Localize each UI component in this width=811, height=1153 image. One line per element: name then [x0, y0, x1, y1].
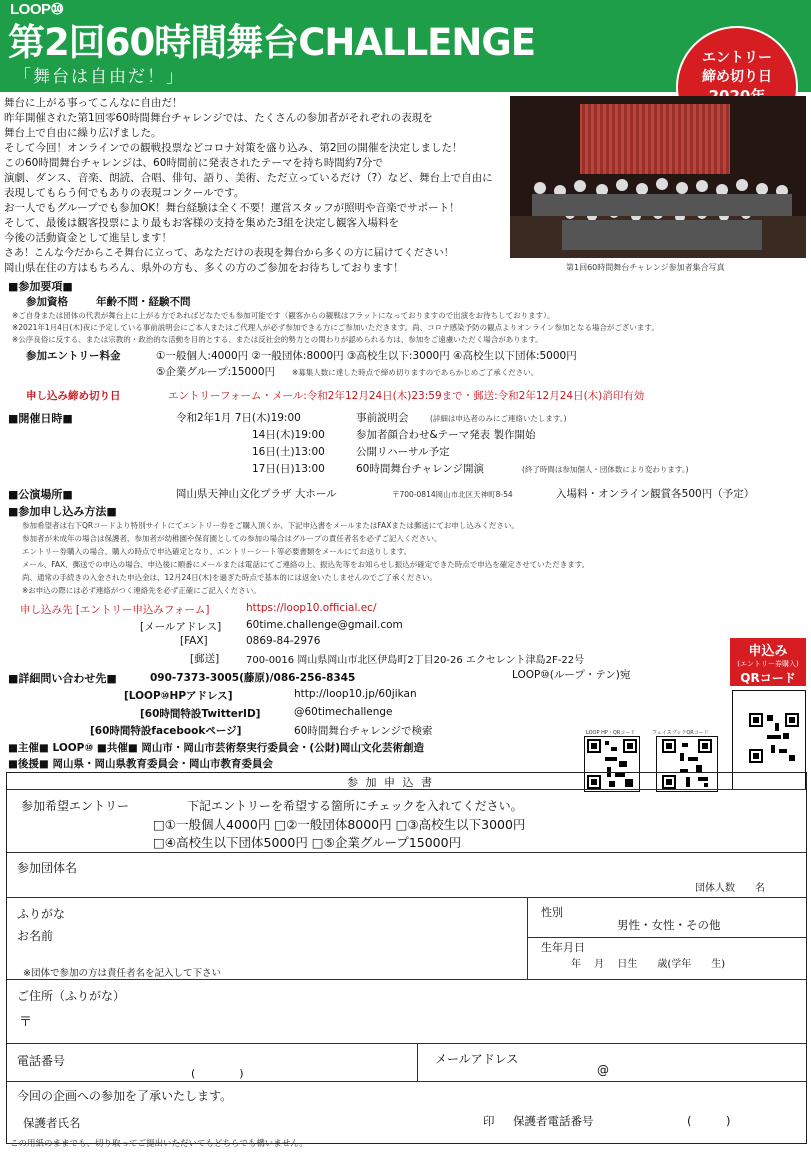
contact-label: 申し込み先 [エントリー申込みフォーム]: [20, 604, 210, 616]
schedule-note: (終了時間は参加個人・団体数により変わります。): [522, 465, 689, 474]
phone-label: 電話番号: [17, 1054, 66, 1068]
form-title: 参 加 申 込 書: [347, 776, 434, 789]
group-count-label: 団体人数 名: [695, 883, 765, 894]
contact-address: 700-0016 岡山県岡山市北区伊島町2丁目20-26 エクセレント津島2F-22号: [246, 655, 585, 666]
badge-line: エントリー: [702, 50, 772, 66]
schedule-event: 参加者顔合わせ&テーマ発表 製作開始: [356, 429, 536, 441]
qr-badge-main: QRコード: [740, 671, 796, 685]
contact-label: [郵送]: [190, 653, 220, 665]
catch-copy: 「舞台は自由だ！」: [14, 67, 185, 87]
schedule-date: 令和2年1月 7日(木)19:00: [176, 412, 301, 424]
schedule-note: (詳細は申込者のみにご連絡いたします。): [430, 414, 567, 423]
fee-line: ①一般個人:4000円 ②一般団体:8000円 ③高校生以下:3000円 ④高校生以下団体:5000円: [156, 350, 577, 362]
application-form: [6, 772, 807, 1144]
intro-text: 今後の活動資金として進呈します！: [4, 232, 172, 244]
intro-text: そして今回！オンラインでの観戦投票などコロナ対策を盛り込み、第2回の開催を決定しました！: [4, 142, 463, 154]
venue-fee: 入場料・オンライン観賞各500円（予定）: [556, 488, 755, 500]
fee-line: ⑤企業グループ:15000円: [156, 366, 276, 378]
inquiry-label: [60時間特設facebookページ]: [90, 725, 242, 737]
inquiry-label: [LOOP⑩HPアドレス]: [124, 690, 233, 702]
apply-note: 参加希望者は右下QRコードより特別サイトにてエントリー券をご購入頂くか、下記申込書をメールまたはFAXまたは郵送にてお申し込みください。: [22, 521, 519, 530]
apply-note: エントリー券購入の場合、購入の時点で申込確定となり、エントリーシート等必要書類をメールにてお送りします。: [22, 547, 412, 556]
fee-label: 参加エントリー料金: [26, 350, 121, 362]
qr-caption: LOOP HP・QRコード: [586, 730, 636, 736]
schedule-heading: ■開催日時■: [8, 412, 73, 425]
intro-text: 演劇、ダンス、音楽、朗読、合唱、俳句、語り、美術、ただ立っているだけ（?）など、舞台上で自由に: [4, 172, 493, 184]
facebook-page: 60時間舞台チャレンジで検索: [294, 725, 433, 737]
entry-form-link[interactable]: https://loop10.official.ec/: [246, 602, 377, 614]
qr-badge-title: 申込み: [748, 644, 788, 659]
schedule-event: 公開リハーサル予定: [356, 446, 450, 458]
hp-link[interactable]: http://loop10.jp/60jikan: [294, 688, 417, 700]
address-label: ご住所（ふりがな）: [17, 989, 126, 1003]
qr-caption: フェイスブックQRコード: [652, 730, 709, 736]
intro-text: この60時間舞台チャレンジは、60時間前に発表されたテーマを持ち時間約7分で: [4, 157, 384, 169]
schedule-date: 14日(木)19:00: [252, 429, 325, 441]
contact-email[interactable]: 60time.challenge@gmail.com: [246, 619, 403, 631]
form-footer: この用紙のままでも、切り取ってご提出いただいてもどちらでも構いません。: [10, 1139, 308, 1149]
birthdate-format: 年 月 日生 歳(学年 生): [571, 959, 726, 970]
contact-label: [FAX]: [180, 635, 208, 647]
seal-mark: 印: [483, 1114, 495, 1128]
inquiry-label: [60時間特設TwitterID]: [140, 708, 261, 720]
postal-mark: 〒: [19, 1015, 33, 1030]
intro-text: さあ！こんな今だからこそ舞台に立って、あなただけの表現を舞台から多くの方に届けてください！: [4, 248, 454, 259]
guardian-name-label: 保護者氏名: [23, 1116, 81, 1130]
name-note: ※団体で参加の方は責任者名を記入して下さい: [23, 968, 221, 979]
requirements-note: ※2021年1月4日(木)夜に予定している事前説明会にご本人またはご代理人が必ず参加できる方にご参加いただきます。尚、コロナ感染予防の観点よりオンライン参加となる場合がございます。: [12, 323, 659, 332]
email-label: メールアドレス: [435, 1052, 519, 1066]
inquiry-phone: 090-7373-3005(藤原)/086-256-8345: [150, 672, 356, 684]
intro-text: そして、最後は観客投票により最もお客様の支持を集めた3組を決定し観客入場料を: [4, 217, 399, 229]
entry-instruction: 下記エントリーを希望する箇所にチェックを入れてください。: [187, 799, 523, 813]
consent-text: 今回の企画への参加を了承いたします。: [17, 1089, 233, 1103]
qr-badge: [730, 638, 806, 686]
intro-text: 舞台に上がる事ってこんなに自由だ！: [4, 97, 183, 109]
brand-logo: LOOP⑩: [10, 1, 64, 18]
intro-text: 表現してもらう何でもありの表現コンクールです。: [4, 187, 245, 199]
guardian-phone-format: ( ): [687, 1114, 731, 1128]
birthdate-label: 生年月日: [541, 941, 585, 954]
deadline-value: エントリーフォーム・メール:令和2年12月24日(木)23:59まで・郵送:令和2年12月24日(木)消印有効: [168, 390, 645, 402]
entry-label: 参加希望エントリー: [21, 799, 130, 813]
schedule-event: 事前説明会: [356, 412, 409, 424]
schedule-event: 60時間舞台チャレンジ開演: [356, 463, 485, 475]
intro-text: 昨年開催された第1回零60時間舞台チャレンジでは、たくさんの参加者がそれぞれの表現を: [4, 112, 433, 124]
venue-address: 〒700-0814岡山市北区天神町8-54: [392, 490, 513, 499]
qualification-label: 参加資格: [26, 296, 68, 308]
intro-text: 舞台上で自由に繰り広げました。: [4, 127, 162, 139]
guardian-phone-label: 保護者電話番号: [513, 1114, 594, 1128]
schedule-date: 16日(土)13:00: [252, 446, 325, 458]
deadline-label: 申し込み締め切り日: [26, 390, 121, 402]
postal-to: LOOP⑩(ループ・テン)宛: [512, 669, 631, 681]
intro-text: 岡山県在住の方はもちろん、県外の方も、多くの方のご参加をお待ちしております！: [4, 262, 404, 274]
qr-badge-sub: (エントリー券購入): [737, 660, 799, 668]
entry-checkboxes[interactable]: □①一般個人4000円 □②一般団体8000円 □③高校生以下3000円: [153, 817, 526, 832]
email-at: @: [597, 1063, 609, 1077]
gender-options[interactable]: 男性・女性・その他: [617, 918, 721, 932]
venue-name: 岡山県天神山文化プラザ 大ホール: [176, 488, 337, 500]
page-title: 第2回60時間舞台CHALLENGE: [8, 21, 536, 64]
name-label: お名前: [17, 929, 54, 943]
qualification-value: 年齢不問・経験不問: [96, 296, 191, 308]
badge-line: 締め切り日: [702, 69, 772, 85]
group-name-label: 参加団体名: [17, 861, 78, 875]
contact-fax: 0869-84-2976: [246, 635, 321, 647]
apply-heading: ■参加申し込み方法■: [8, 505, 117, 518]
gender-label: 性別: [541, 906, 563, 919]
entry-checkboxes[interactable]: □④高校生以下団体5000円 □⑤企業グループ15000円: [153, 835, 462, 850]
organizers-host: ■主催■ LOOP⑩ ■共催■ 岡山市・岡山市芸術祭実行委員会・(公財)岡山文化芸術創造: [8, 742, 424, 754]
photo-caption: 第1回60時間舞台チャレンジ参加者集合写真: [566, 263, 725, 272]
apply-note: 尚、通常の手続きの入金された申込金は、12月24日(木)を過ぎた時点で基本的には返金いたしませんのでご了承ください。: [22, 573, 437, 582]
requirements-note: ※公序良俗に反する、または宗教的・政治的な活動を目的とする、または反社会的勢力との関わりが認められる方は、参加をご遠慮いただく場合があります。: [12, 335, 543, 344]
apply-note: メール、FAX、郵送での申込の場合、申込後に順番にメールまたは電話にてご連絡の上、振込先等をお知らせし振込が確定できた時点で申込を確定させていただきます。: [22, 560, 590, 569]
requirements-note: ※ご自身または団体の代表が舞台上に上がる方であればどなたでも参加可能です（観客からの観戦はフラットになっておりますので出演をお待ちしております）。: [12, 311, 555, 320]
organizers-support: ■後援■ 岡山県・岡山県教育委員会・岡山市教育委員会: [8, 758, 273, 770]
furigana-label: ふりがな: [17, 907, 66, 921]
venue-heading: ■公演場所■: [8, 488, 73, 501]
requirements-heading: ■参加要項■: [8, 280, 73, 293]
apply-note: ※お申込の際には必ず連絡がつく連絡先を必ず正確にご記入ください。: [22, 586, 261, 595]
group-photo: [510, 96, 806, 258]
inquiry-heading: ■詳細問い合わせ先■: [8, 672, 117, 685]
intro-text: お一人でもグループでも参加OK！舞台経験は全く不要！運営スタッフが照明や音楽でサポート！: [4, 202, 460, 214]
twitter-id[interactable]: @60timechallenge: [294, 706, 393, 718]
fee-note: ※募集人数に達した時点で締め切りますのであらかじめご了承ください。: [292, 368, 539, 377]
apply-note: 参加者が未成年の場合は保護者、参加者が幼稚園や保育園としての参加の場合はグループの責任者名を必ずご記入ください。: [22, 534, 442, 543]
contact-label: [メールアドレス]: [140, 621, 222, 633]
phone-format: ( ): [191, 1067, 244, 1080]
schedule-date: 17日(日)13:00: [252, 463, 325, 475]
